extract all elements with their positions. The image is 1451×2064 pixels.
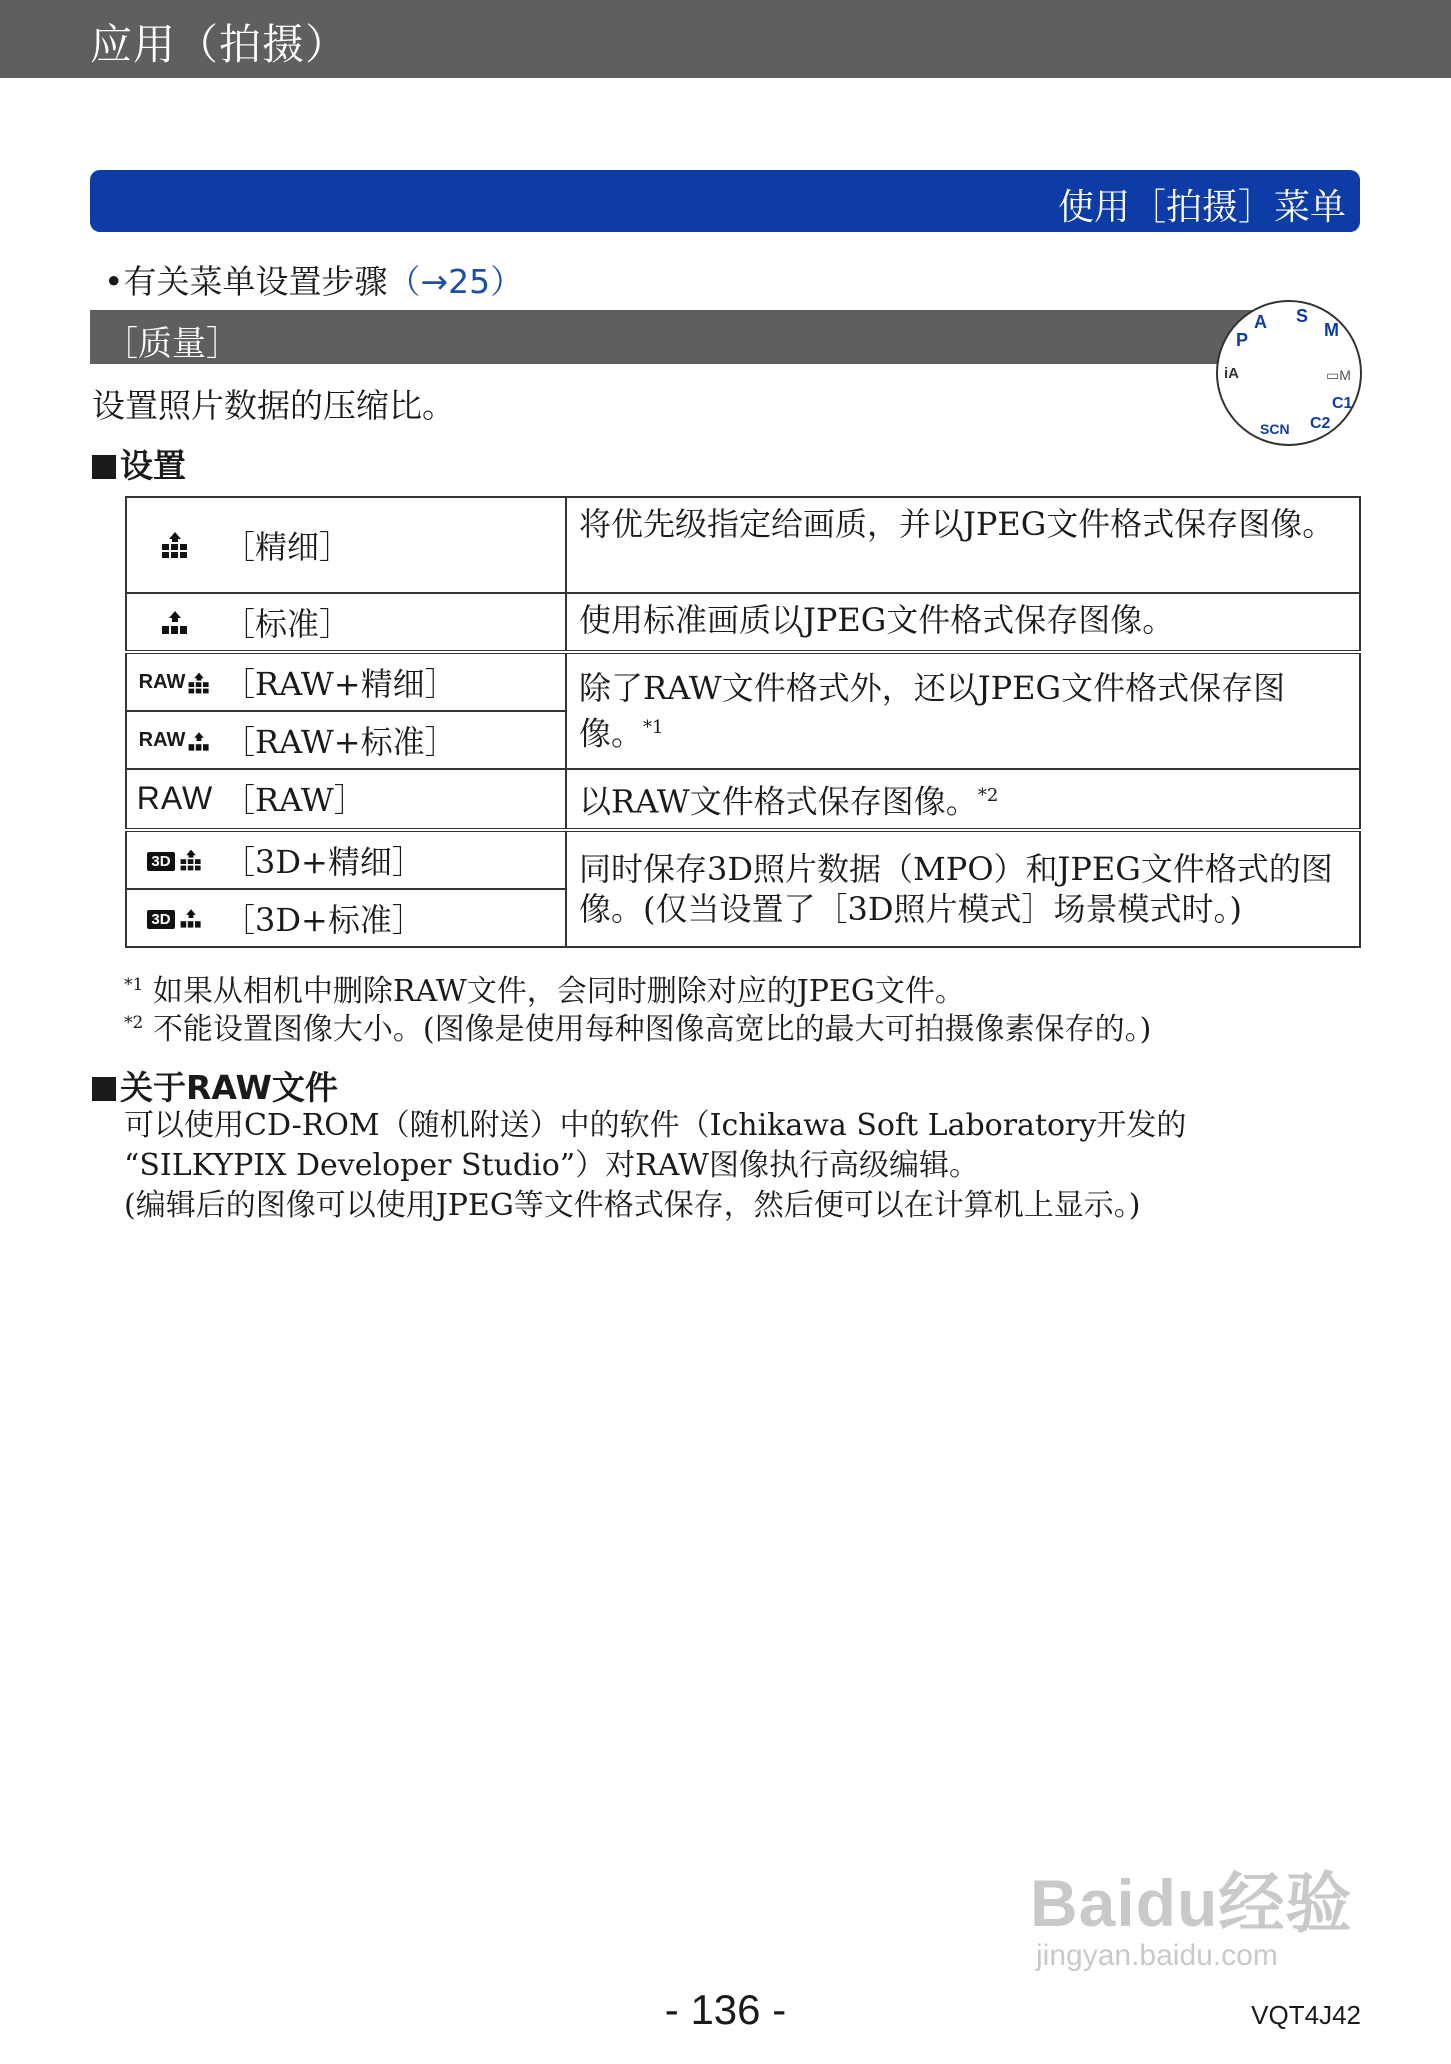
option-label: ［3D+标准］ bbox=[223, 900, 424, 939]
option-label: ［RAW］ bbox=[223, 781, 366, 819]
option-label: ［RAW+标准］ bbox=[223, 723, 457, 761]
footnote-1: $^{*1}$ 如果从相机中删除RAW文件，会同时删除对应的JPEG文件。 bbox=[124, 974, 965, 1009]
document-code: VQT4J42 bbox=[1251, 2000, 1361, 2030]
square-bullet-icon bbox=[92, 1077, 116, 1101]
watermark-url: jingyan.baidu.com bbox=[1036, 1939, 1278, 1972]
page-number: - 136 - bbox=[664, 1986, 787, 2033]
header-title: 应用（拍摄） bbox=[90, 20, 349, 69]
table-row bbox=[126, 593, 1360, 652]
option-label: ［RAW+精细］ bbox=[223, 665, 457, 703]
section-bar bbox=[90, 310, 1290, 364]
menu-note bbox=[104, 256, 523, 303]
raw-heading: 关于RAW文件 bbox=[92, 1062, 338, 1109]
settings-heading: 设置 bbox=[92, 440, 186, 487]
page-link[interactable]: （→25） bbox=[387, 262, 524, 301]
section-title: ［质量］ bbox=[104, 324, 240, 364]
raw-standard-icon: RAW bbox=[135, 729, 215, 752]
dial-letter-p: P bbox=[1236, 330, 1249, 350]
dial-letter-a: A bbox=[1254, 312, 1267, 332]
quality-table bbox=[125, 496, 1361, 948]
standard-icon bbox=[135, 609, 215, 635]
square-bullet-icon bbox=[92, 455, 116, 479]
paragraph-line: 可以使用CD-ROM（随机附送）中的软件（Ichikawa Soft Laboratory开发的 bbox=[124, 1108, 1187, 1143]
option-description: 同时保存3D照片数据（MPO）和JPEG文件格式的图像。(仅当设置了［3D照片模式］场景模式时。) bbox=[566, 830, 1360, 947]
option-label: ［精细］ bbox=[223, 528, 352, 566]
dial-letter-s: S bbox=[1296, 306, 1309, 326]
note-text: •有关菜单设置步骤 bbox=[104, 262, 388, 301]
option-description: 将优先级指定给画质，并以JPEG文件格式保存图像。 bbox=[566, 497, 1360, 593]
raw-paragraph bbox=[124, 1106, 1186, 1226]
3d-fine-icon: 3D bbox=[135, 849, 215, 871]
option-description: 除了RAW文件格式外，还以JPEG文件格式保存图像。$^{*1}$ bbox=[566, 652, 1360, 769]
section-description: 设置照片数据的压缩比。 bbox=[92, 386, 455, 425]
option-label: ［3D+精细］ bbox=[223, 842, 424, 881]
raw-fine-icon: RAW bbox=[135, 671, 215, 694]
dial-ia: iA bbox=[1224, 365, 1239, 382]
option-description: 使用标准画质以JPEG文件格式保存图像。 bbox=[566, 593, 1360, 652]
paragraph-line: “SILKYPIX Developer Studio”）对RAW图像执行高级编辑。 bbox=[124, 1148, 979, 1183]
raw-icon: RAW bbox=[136, 779, 214, 816]
table-row bbox=[126, 497, 1360, 593]
menu-banner bbox=[90, 170, 1360, 232]
dial-scn: SCN bbox=[1260, 421, 1290, 437]
watermark-brand: Baidu经验 bbox=[1030, 1866, 1353, 1940]
dial-c1: C1 bbox=[1332, 395, 1353, 412]
fine-icon bbox=[135, 532, 215, 558]
footnote-2: $^{*2}$ 不能设置图像大小。(图像是使用每种图像高宽比的最大可拍摄像素保存的。) bbox=[124, 1012, 1152, 1047]
option-description: 以RAW文件格式保存图像。$^{*2}$ bbox=[566, 769, 1360, 830]
header-bar bbox=[0, 0, 1451, 78]
mode-dial-icon bbox=[1214, 298, 1364, 448]
3d-standard-icon: 3D bbox=[135, 907, 215, 929]
option-label: ［标准］ bbox=[223, 605, 352, 643]
paragraph-line: (编辑后的图像可以使用JPEG等文件格式保存，然后便可以在计算机上显示。) bbox=[124, 1188, 1141, 1223]
dial-letter-m: M bbox=[1324, 320, 1339, 340]
svg-text:▭M: ▭M bbox=[1326, 367, 1351, 383]
table-row bbox=[126, 652, 1360, 711]
table-row bbox=[126, 830, 1360, 889]
banner-title: 使用［拍摄］菜单 bbox=[1057, 187, 1346, 228]
watermark bbox=[1030, 1850, 1352, 1973]
table-row bbox=[126, 769, 1360, 830]
dial-c2: C2 bbox=[1310, 415, 1331, 432]
